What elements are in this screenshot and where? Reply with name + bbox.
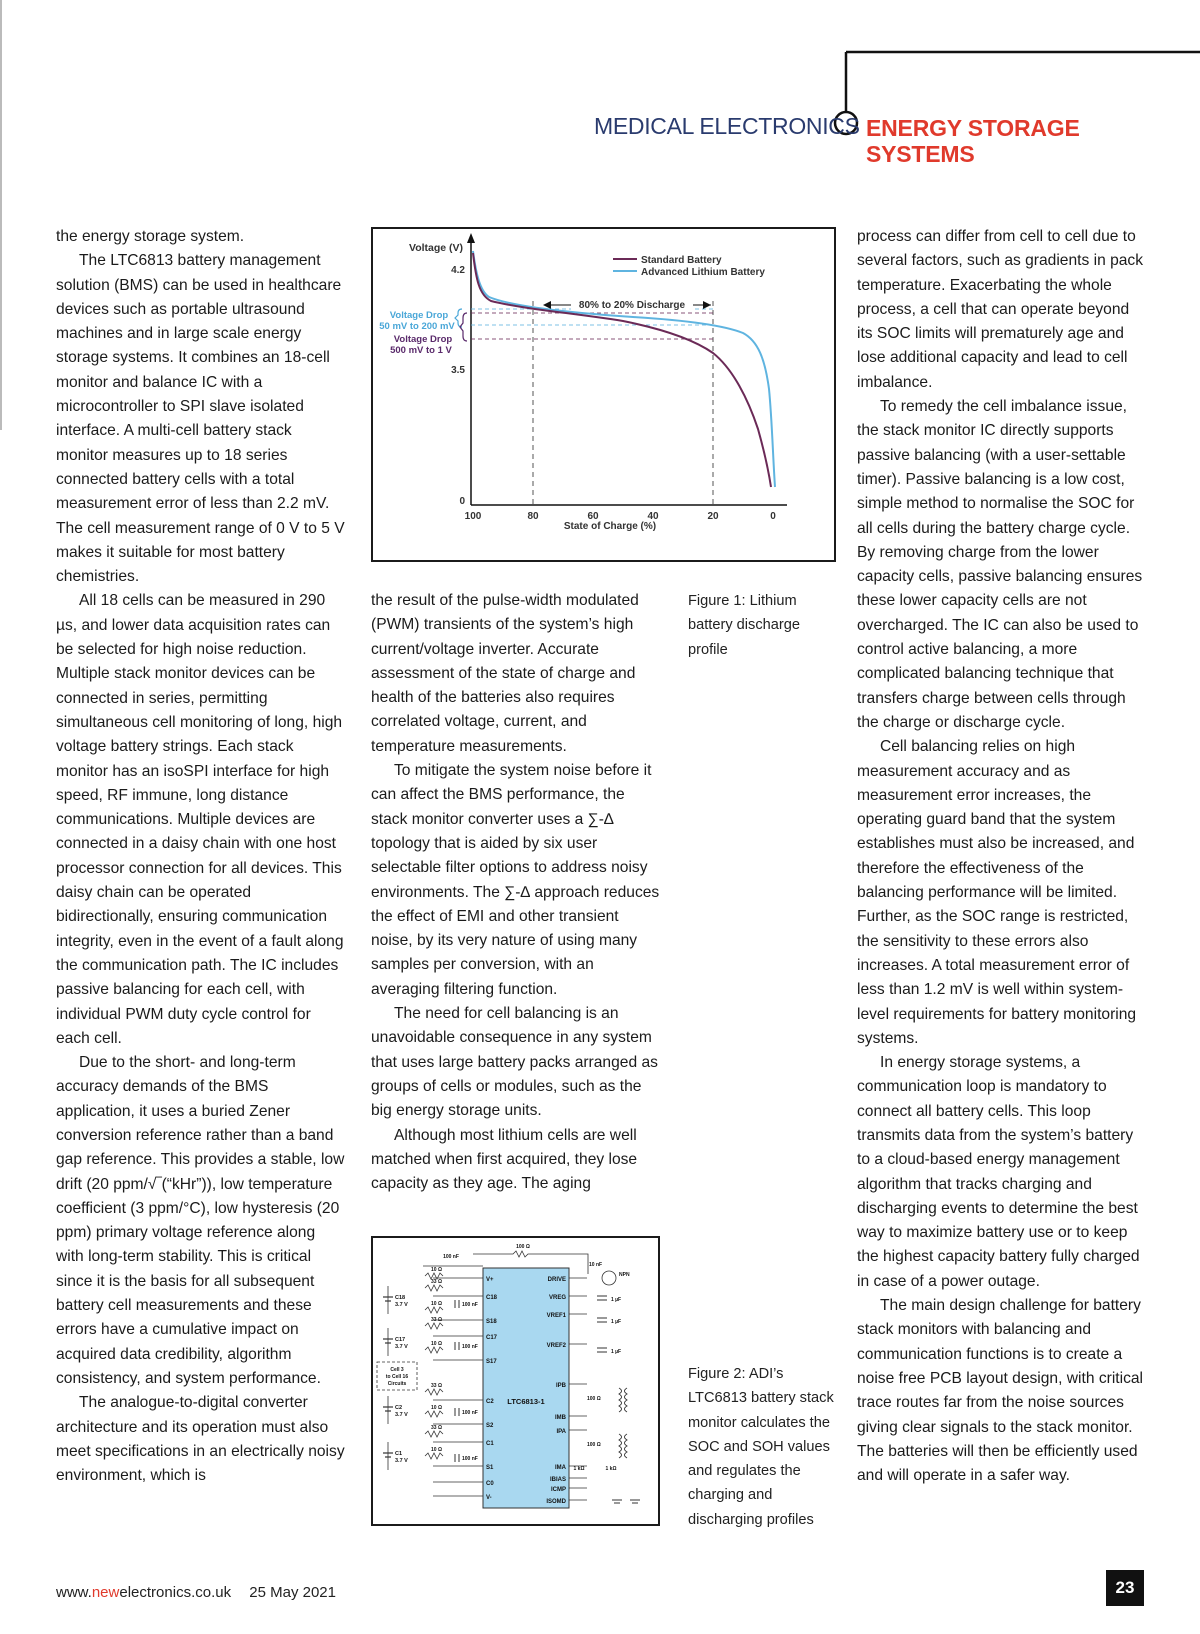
figure-2-caption: Figure 2: ADI’s LTC6813 battery stack monitor calculates the SOC and SOH values and regulates the charging and discharging profiles [688, 1366, 834, 1528]
voltage-drop-advanced-line2: 50 mV to 200 mV [379, 321, 455, 332]
resistor [425, 1411, 443, 1417]
page-number: 23 [1106, 1570, 1144, 1606]
footer-url-prefix: www. [56, 1584, 92, 1601]
chip-pin-right: VREF2 [546, 1343, 566, 1349]
bias-resistor-value: 1 kΩ [605, 1466, 617, 1472]
bias-resistor-value: 1 kΩ [573, 1466, 585, 1472]
capacitor-value: 100 nF [462, 1410, 478, 1416]
transformer-coil [625, 1434, 628, 1458]
chip-pin-right: IMB [555, 1415, 566, 1421]
cell-label: C2 [395, 1405, 403, 1411]
top-resistor-value: 100 Ω [516, 1244, 530, 1250]
y-tick-label: 0 [459, 496, 465, 507]
paragraph: In energy storage systems, a communication loop is mandatory to connect all battery cells. This loop transmits data from the system’s battery to a cloud-based energy management algorithm that tracks charging and discharging events to determine the best way to maximize battery use or to keep the highest capacity battery fully charged in case of a power outage. [857, 1054, 1140, 1290]
resistor-value: 10 Ω [431, 1405, 442, 1411]
circuit-diagram-svg [373, 1238, 658, 1524]
paragraph: Due to the short- and long-term accuracy demands of the BMS application, it uses a buried Zener conversion reference rather than a band gap reference. This provides a stable, low drift (20 ppm/√‾(“kHr”)), low temperature coefficient (3 ppm/°C), low hysteresis (20 ppm) primary voltage reference along with long-term stability. This is critical since it is the basis for all subsequent battery cell measurements and these errors have a cumulative impact on acquired data credibility, algorithm consistency, and system performance. [56, 1054, 345, 1387]
chip-label: LTC6813-1 [507, 1397, 545, 1406]
paragraph: process can differ from cell to cell due to several factors, such as gradients in pack temperature. Exacerbating the whole process, a cell that can operate beyond its SOC limits will prematurely age and lose additional capacity and lead to cell imbalance. [857, 228, 1144, 391]
chip-pin-right: IBIAS [549, 1477, 566, 1483]
x-tick-label: 0 [770, 511, 776, 522]
resistor-value: 10 Ω [431, 1267, 442, 1273]
right-cap-value: 10 nF [589, 1262, 603, 1268]
x-tick-label: 60 [587, 511, 599, 522]
paragraph: the energy storage system. [56, 228, 245, 245]
cell-group-label: Cell 3 [390, 1367, 404, 1373]
chip-pin-right: DRIVE [547, 1277, 566, 1283]
capacitor-value: 100 nF [462, 1344, 478, 1350]
x-tick-label: 80 [527, 511, 539, 522]
chip-pin-right: IPA [556, 1429, 566, 1435]
article-column-3 [857, 225, 1147, 1488]
paragraph: All 18 cells can be measured in 290 µs, and lower data acquisition rates can be selected for high noise reduction. Multiple stack monitor devices can be connected in series, permitting simultaneous cell monitoring of long, high voltage battery strings. Each stack monitor has an isoSPI interface for high speed, RF immune, long distance communications. Multiple devices are connected in a daisy chain with one host processor connection for all devices. This daisy chain can be operated bidirectionally, ensuring communication integrity, even in the event of a fault along the communication path. The IC includes passive balancing for each cell, with individual PWM duty cycle control for each cell. [56, 592, 344, 1047]
resistor-value: 33 Ω [431, 1425, 442, 1431]
decoupling-cap-value: 1 µF [611, 1349, 622, 1355]
transformer-coil [619, 1434, 622, 1458]
voltage-drop-standard-line1: Voltage Drop [393, 334, 453, 345]
legend-label-standard: Standard Battery [641, 255, 722, 266]
transformer-coil [619, 1388, 622, 1412]
decoupling-cap-value: 1 µF [611, 1297, 622, 1303]
resistor [425, 1389, 443, 1395]
x-tick-label: 100 [464, 511, 482, 522]
y-axis-arrow [467, 233, 475, 243]
resistor [425, 1347, 443, 1353]
footer-url-accent: new [91, 1584, 120, 1601]
cell-voltage: 3.7 V [395, 1302, 408, 1308]
paragraph: To remedy the cell imbalance issue, the stack monitor IC directly supports passive balancing (with a user-settable timer). Passive balancing is a low cost, simple method to normalise the SOC for all cells during the battery charge cycle. By removing charge from the lower capacity cells, passive balancing ensures these lower capacity cells are not overcharged. The IC can also be used to control active balancing, a more complicated balancing technique that transfers charge between cells through the charge or discharge cycle. [857, 398, 1143, 731]
legend-label-advanced: Advanced Lithium Battery [641, 267, 765, 278]
npn-transistor [602, 1271, 616, 1285]
resistor [425, 1285, 443, 1291]
chip-pin-left: C0 [486, 1481, 494, 1487]
x-tick-label: 40 [647, 511, 659, 522]
section-label-energy-storage [866, 115, 1080, 167]
figure-1-caption: Figure 1: Lithium battery discharge profile [688, 593, 800, 658]
cell-label: C1 [395, 1451, 403, 1457]
range-arrow-right [703, 301, 711, 309]
paragraph: The LTC6813 battery management solution (BMS) can be used in healthcare devices such as portable ultrasound machines and in large scale energy storage systems. It combines an 18-cell monitor and balance IC with a microcontroller to SPI slave isolated interface. A multi-cell battery stack monitor measures up to 18 series connected battery cells with a total measurement error of less than 2.2 mV. The cell measurement range of 0 V to 5 V makes it suitable for most battery chemistries. [56, 252, 345, 586]
x-tick-label: 20 [707, 511, 719, 522]
section-label-line1: ENERGY STORAGE [866, 115, 1080, 141]
resistor-value: 33 Ω [431, 1383, 442, 1389]
figure-2-circuit-diagram [371, 1236, 660, 1526]
resistor [425, 1307, 443, 1313]
chip-pin-left: V- [486, 1495, 492, 1501]
chip-pin-left: C17 [486, 1335, 498, 1341]
chip-pin-left: C18 [486, 1295, 498, 1301]
top-cap-value: 100 nF [443, 1254, 459, 1260]
capacitor-value: 100 nF [462, 1456, 478, 1462]
chip-pin-right: IMA [555, 1465, 566, 1471]
cell-group-label: to Cell 16 [385, 1374, 409, 1380]
range-label: 80% to 20% Discharge [578, 300, 686, 311]
resistor-value: 33 Ω [431, 1317, 442, 1323]
article-column-2 [371, 589, 661, 1196]
footer-date: 25 May 2021 [249, 1584, 336, 1601]
paragraph: The need for cell balancing is an unavoidable consequence in any system that uses large battery packs arranged as groups of cells or modules, such as the big energy storage units. [371, 1005, 658, 1120]
resistor-value: 33 Ω [431, 1279, 442, 1285]
chip-pin-right: ICMP [551, 1487, 566, 1493]
cell-voltage: 3.7 V [395, 1458, 408, 1464]
cell-voltage: 3.7 V [395, 1412, 408, 1418]
discharge-chart-svg [373, 229, 834, 560]
resistor [425, 1453, 443, 1459]
chip-pin-right: IPB [555, 1383, 566, 1389]
transformer-coil [625, 1388, 628, 1412]
voltage-drop-advanced-brace [455, 309, 462, 327]
footer-url-suffix: electronics.co.uk [119, 1584, 232, 1601]
chip-pin-right: ISOMD [546, 1499, 566, 1505]
paragraph: The analogue-to-digital converter architecture and its operation must also meet specifications in an electrically noisy environment, which is [56, 1394, 345, 1485]
paragraph: Cell balancing relies on high measurement accuracy and as measurement error increases, the operating guard band that the system establishes must also be increased, and therefore the effectiveness of the balancing performance will be limited. Further, as the SOC range is restricted, the sensitivity to these errors also increases. A total measurement error of less than 1.2 mV is well within system-level requirements for battery monitoring systems. [857, 738, 1137, 1047]
footer-line [56, 1584, 336, 1601]
resistor-value: 10 Ω [431, 1447, 442, 1453]
resistor-value: 10 Ω [431, 1341, 442, 1347]
footer-url[interactable] [56, 1584, 231, 1601]
cell-label: C17 [395, 1337, 406, 1343]
termination-resistor-value: 100 Ω [587, 1396, 601, 1402]
y-axis-label: Voltage (V) [409, 242, 464, 254]
series-advanced-lithium [473, 251, 775, 487]
figure-1-discharge-chart [371, 227, 836, 562]
article-column-1 [56, 225, 346, 1488]
decoupling-cap-value: 1 µF [611, 1319, 622, 1325]
chip-pin-left: S17 [486, 1359, 497, 1365]
chip-pin-left: V+ [486, 1277, 494, 1283]
capacitor-value: 100 nF [462, 1302, 478, 1308]
resistor [425, 1431, 443, 1437]
series-standard-battery [473, 253, 771, 487]
paragraph: The main design challenge for battery stack monitors with balancing and communication functions is to create a noise free PCB layout design, with critical trace routes far from the noise sources giving clear signals to the stack monitor. The batteries will then be efficiently used and will operate in a safer way. [857, 1297, 1144, 1485]
paragraph: To mitigate the system noise before it can affect the BMS performance, the stack monitor converter uses a ∑-∆ topology that is aided by six user selectable filter options to address noisy environments. The ∑-∆ approach reduces the effect of EMI and other transient noise, by its very nature of using many samples per conversion, with an averaging filtering function. [371, 762, 660, 998]
paragraph: the result of the pulse-width modulated (PWM) transients of the system’s high current/voltage inverter. Accurate assessment of the state of charge and health of the batteries also requires correlated voltage, current, and temperature measurements. [371, 592, 639, 755]
chip-pin-right: VREG [548, 1295, 566, 1301]
resistor-value: 10 Ω [431, 1301, 442, 1307]
x-axis-label: State of Charge (%) [563, 521, 657, 532]
chip-pin-left: S2 [486, 1423, 494, 1429]
section-label-line2: SYSTEMS [866, 141, 975, 167]
chip-pin-left: C2 [486, 1399, 494, 1405]
section-label-medical-electronics: MEDICAL ELECTRONICS [594, 113, 860, 139]
page-edge-mark [0, 0, 2, 430]
npn-label: NPN [619, 1272, 630, 1278]
chip-pin-left: C1 [486, 1441, 494, 1447]
cell-label: C18 [395, 1295, 406, 1301]
cell-group-label: Circuits [387, 1381, 407, 1387]
chip-pin-left: S1 [486, 1465, 494, 1471]
resistor [425, 1323, 443, 1329]
voltage-drop-standard-line2: 500 mV to 1 V [390, 345, 452, 356]
y-tick-label: 3.5 [451, 365, 465, 376]
chip-pin-right: VREF1 [546, 1313, 566, 1319]
voltage-drop-advanced-line1: Voltage Drop [389, 310, 449, 321]
y-tick-label: 4.2 [451, 265, 465, 276]
termination-resistor-value: 100 Ω [587, 1442, 601, 1448]
cell-voltage: 3.7 V [395, 1344, 408, 1350]
paragraph: Although most lithium cells are well matched when first acquired, they lose capacity as they age. The aging [371, 1126, 638, 1193]
chip-pin-left: S18 [486, 1319, 497, 1325]
